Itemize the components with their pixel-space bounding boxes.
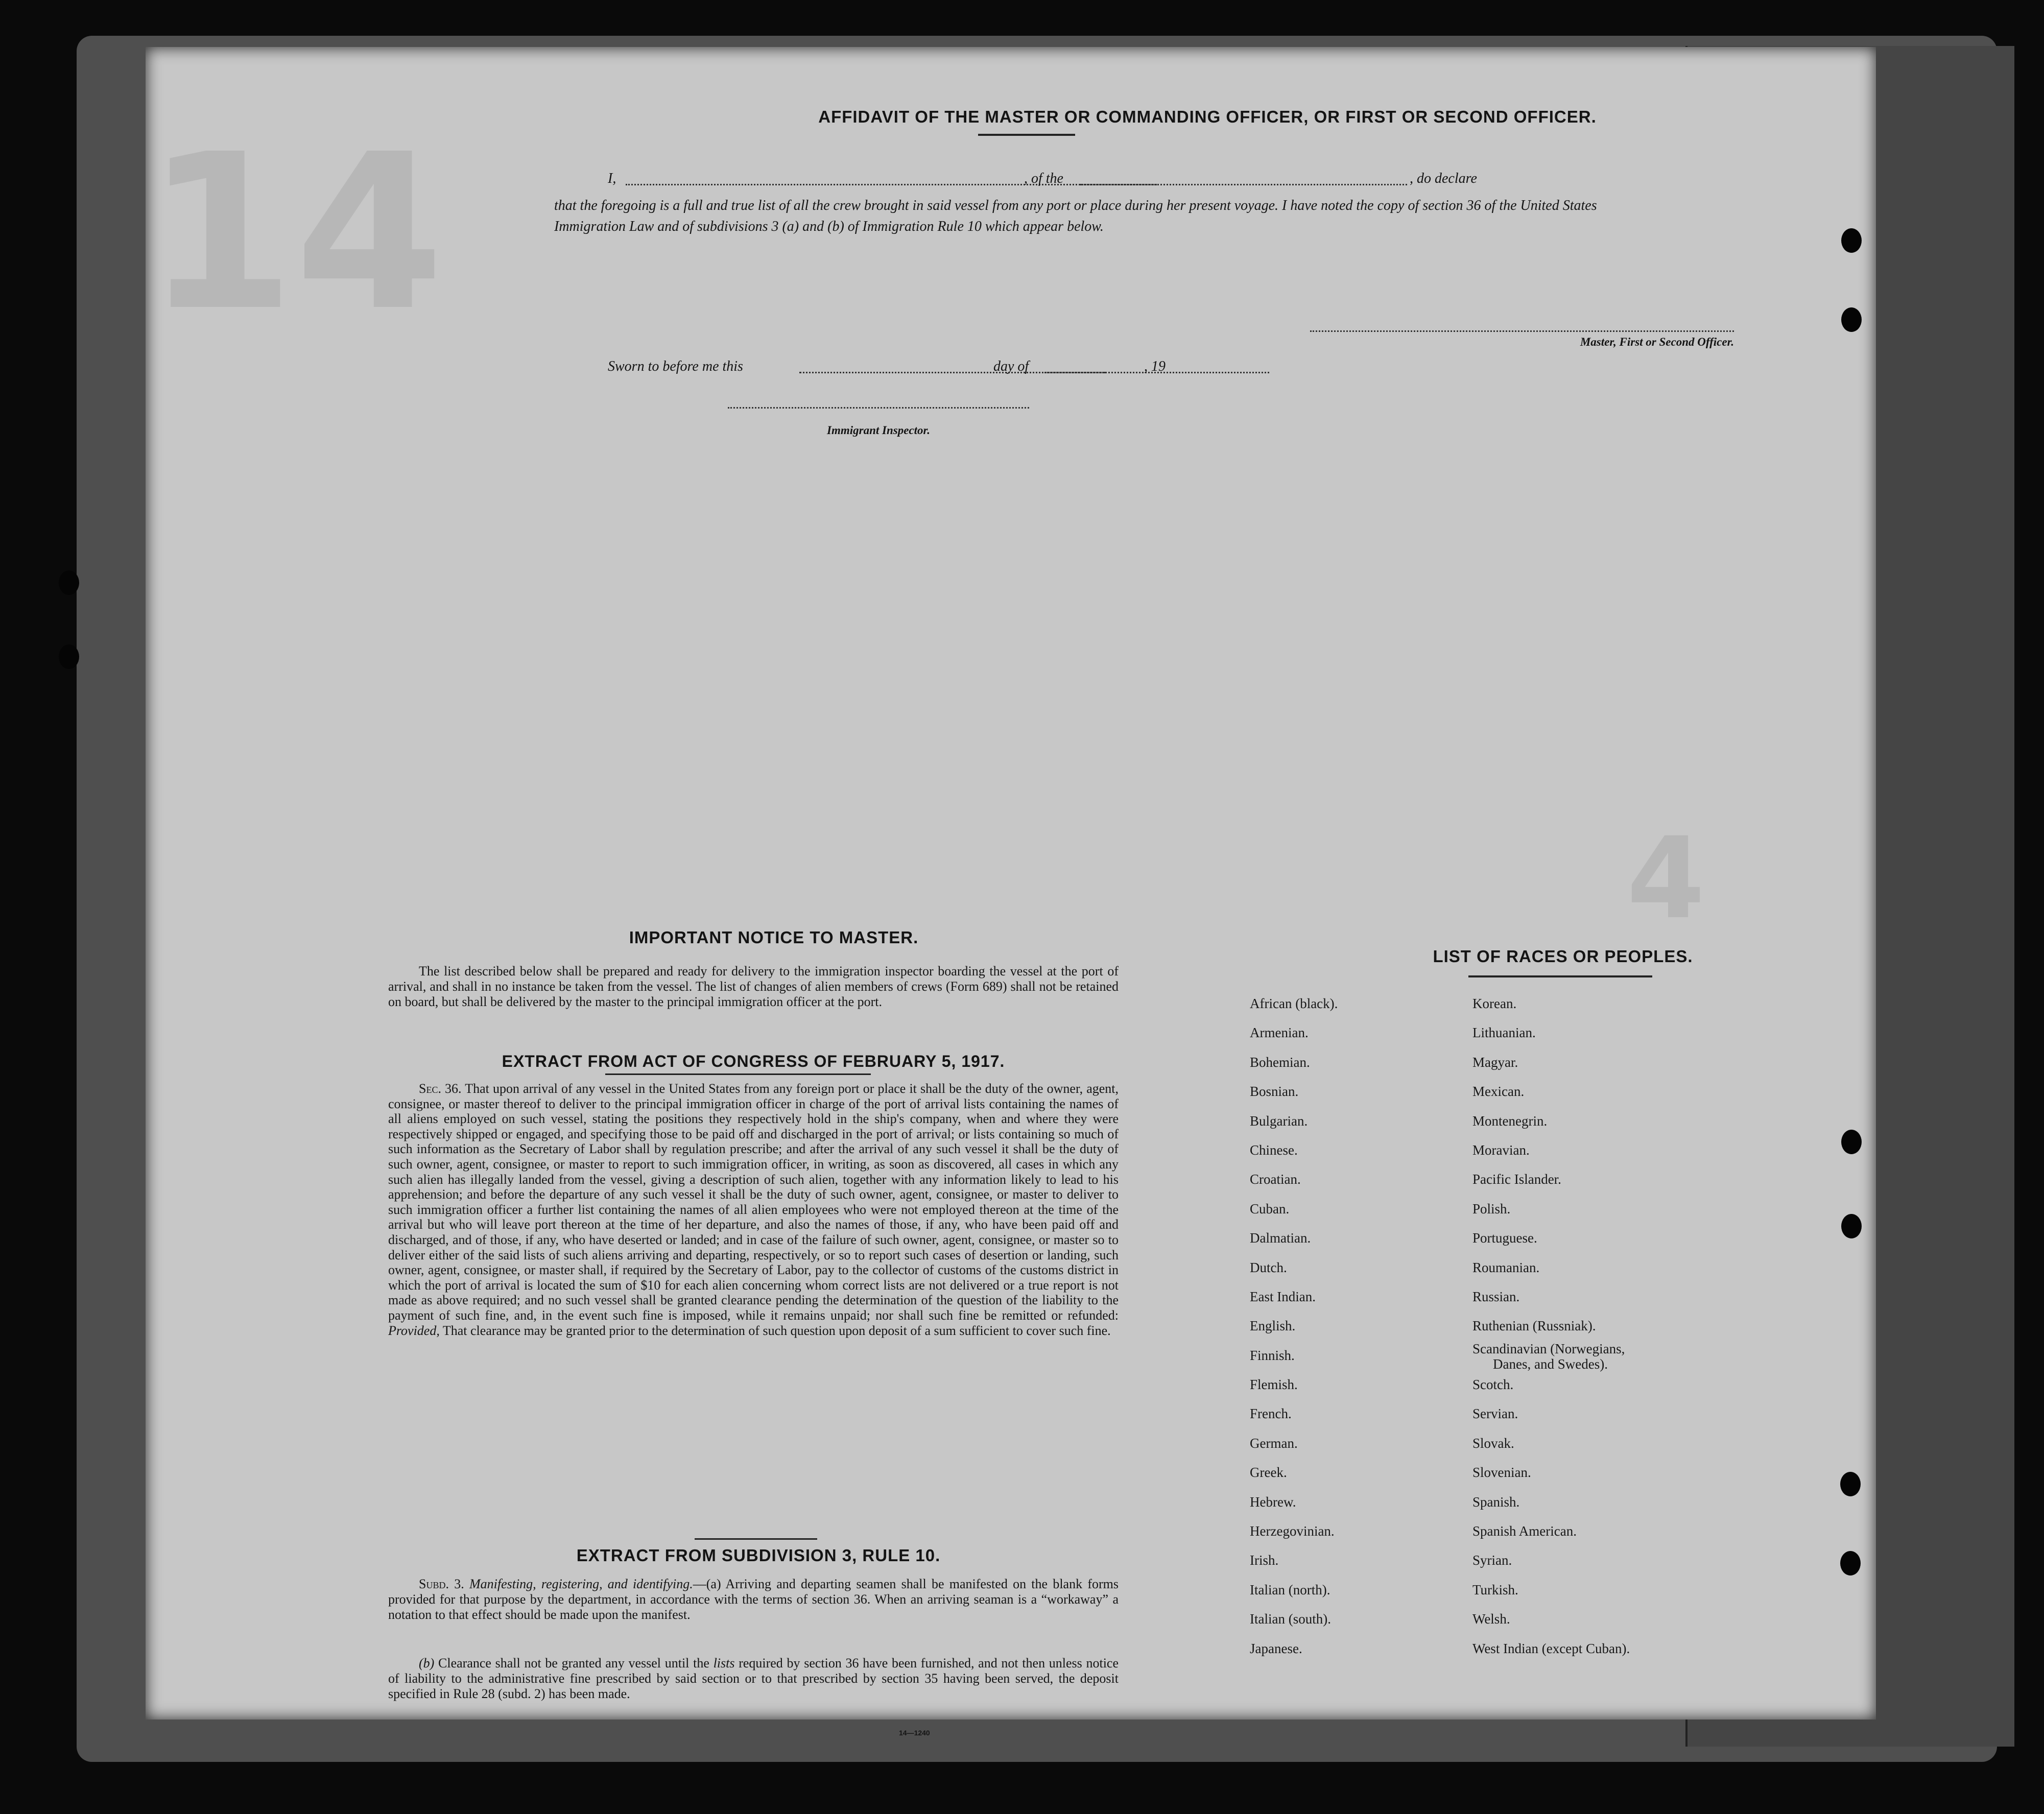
race-item: Spanish American.	[1472, 1523, 1577, 1539]
vessel-prefix: , of the	[1024, 171, 1063, 186]
title-rule	[978, 134, 1075, 136]
para-a-label: —(a)	[693, 1577, 721, 1591]
race-item: Chinese.	[1250, 1142, 1298, 1158]
races-left-column	[1250, 989, 1338, 1663]
section-36-text	[388, 1081, 1119, 1338]
race-item: African (black).	[1250, 996, 1338, 1011]
race-item	[1472, 1341, 1630, 1370]
vessel-name-blank	[1080, 184, 1407, 185]
sworn-year-prefix: , 19	[1144, 359, 1166, 374]
affidavit-title: AFFIDAVIT OF THE MASTER OR COMMANDING OFFICER, OR FIRST OR SECOND OFFICER.	[818, 107, 1597, 126]
race-item: German.	[1250, 1435, 1298, 1451]
race-item: Mexican.	[1472, 1084, 1525, 1100]
inspector-line	[728, 407, 1029, 409]
form-number: 14—1240	[899, 1729, 930, 1737]
race-item: Finnish.	[1250, 1347, 1295, 1363]
race-item: Roumanian.	[1472, 1259, 1540, 1275]
race-item: Herzegovinian.	[1250, 1523, 1335, 1539]
notice-text: The list described below shall be prepared and ready for delivery to the immigration inspector boarding the vessel at the port of arrival, and shall in no instance be taken from the vessel. The list of changes of alien members of crews (Form 689) shall not be retained on board, but shall be delivered by the master to the principal immigration officer at the port.	[388, 964, 1119, 1009]
rule10-title: EXTRACT FROM SUBDIVISION 3, RULE 10.	[576, 1546, 941, 1565]
para-b-body-2: required by section 36 have been furnished, and not then unless notice of liability to the administrative fine prescribed by said section or to that prescribed by section 35 having been served, the deposit specified in Rule 28 (subd. 2) has been made.	[388, 1656, 1119, 1701]
race-item: Servian.	[1472, 1406, 1518, 1422]
race-item: Lithuanian.	[1472, 1025, 1536, 1041]
notice-body	[388, 964, 1119, 1010]
race-item: Slovenian.	[1472, 1465, 1531, 1481]
race-item: Irish.	[1250, 1553, 1279, 1568]
subdivision-b-text	[388, 1656, 1119, 1702]
section-36-proviso: That clearance may be granted prior to the determination of such question upon deposit of a sum sufficient to cover such fine.	[442, 1323, 1111, 1338]
race-item: Japanese.	[1250, 1640, 1302, 1656]
race-item: Russian.	[1472, 1288, 1520, 1304]
signature-line	[1310, 330, 1734, 332]
bleed-through-mark: 14	[146, 108, 444, 358]
race-item: Spanish.	[1472, 1494, 1520, 1510]
subdivision-a-text	[388, 1577, 1119, 1622]
punch-hole	[59, 645, 79, 669]
race-item-line: Danes, and Swedes).	[1493, 1356, 1608, 1372]
section-label: Sec. 36.	[419, 1081, 462, 1096]
race-item: Montenegrin.	[1472, 1113, 1548, 1129]
section-rule	[605, 1073, 871, 1075]
race-item: English.	[1250, 1318, 1296, 1334]
race-item-line: Scandinavian (Norwegians,	[1472, 1341, 1625, 1356]
provided-word: Provided,	[388, 1323, 440, 1338]
race-item: Slovak.	[1472, 1435, 1514, 1451]
notice-title: IMPORTANT NOTICE TO MASTER.	[629, 928, 919, 947]
race-item: Polish.	[1472, 1201, 1511, 1216]
race-item: Bosnian.	[1250, 1084, 1299, 1100]
signature-label: Master, First or Second Officer.	[1580, 336, 1734, 348]
declarant-prefix: I,	[608, 171, 616, 186]
races-title-rule	[1468, 975, 1652, 977]
race-item: Cuban.	[1250, 1201, 1290, 1216]
punch-hole	[1840, 1472, 1861, 1496]
race-item: Moravian.	[1472, 1142, 1530, 1158]
race-item: Syrian.	[1472, 1553, 1512, 1568]
race-item: Italian (north).	[1250, 1582, 1330, 1597]
race-item: Magyar.	[1472, 1054, 1518, 1070]
punch-hole	[1840, 1551, 1861, 1576]
race-item: French.	[1250, 1406, 1292, 1422]
para-b-lists: lists	[713, 1656, 735, 1670]
race-item: Hebrew.	[1250, 1494, 1296, 1510]
section-36-body: That upon arrival of any vessel in the United States from any foreign port or place it shall be the duty of the owner, agent, consignee, or master thereof to deliver to the principal immigration officer in charge of the port of arrival lists containing the names of all aliens employed on such vessel, stating the positions they respectively hold in the ship's company, when and where they were respectively shipped or engaged, and specifying those to be paid off and discharged in the port of arrival; or lists containing so much of such information as the Secretary of Labor shall by regulation prescribe; and after the arrival of any such vessel it shall be the duty of such owner, agent, consignee, or master to report to such immigration officer, in writing, as soon as discovered, all cases in which any such alien has illegally landed from the vessel, giving a description of such alien, together with any information likely to lead to his apprehension; and before the departure of any such vessel it shall be the duty of such owner, agent, consignee, or master to deliver to such immigration officer a further list containing the names of all alien employees who were not employed thereon at the time of the arrival but who will leave port thereon at the time of her departure, and also the names of those, if any, who have been paid off and discharged, and of those, if any, who have deserted or landed; and in case of the failure of such owner, agent, consignee, or master so to deliver either of the said lists of such aliens arriving and departing, respectively, or so to report such cases of desertion or landing, such owner, agent, consignee, or master shall, if required by the Secretary of Labor, pay to the collector of customs of the customs district in which the port of arrival is located the sum of $10 for each alien concerning whom correct lists are not delivered or a true report is not made as above required; and no such vessel shall be granted clearance pending the determination of the question of the liability to the payment of such fine, and, in the event such fine is imposed, while it remains unpaid; nor shall such fine be remitted or refunded:	[388, 1081, 1119, 1323]
affidavit-body: that the foregoing is a full and true list of all the crew brought in said vessel from any port or place during her present voyage. I have noted the copy of section 36 of the United States Immigration Law and of subdivisions 3 (a) and (b) of Immigration Rule 10 which appear below.	[554, 198, 1597, 234]
race-item: Dalmatian.	[1250, 1230, 1311, 1246]
race-item: Portuguese.	[1472, 1230, 1537, 1246]
race-item: Flemish.	[1250, 1377, 1298, 1393]
race-item: Welsh.	[1472, 1611, 1510, 1627]
declarant-name-blank	[626, 184, 1157, 185]
subd-heading: Manifesting, registering, and identifying.	[469, 1577, 693, 1591]
race-item: Ruthenian (Russniak).	[1472, 1318, 1596, 1334]
congress-title: EXTRACT FROM ACT OF CONGRESS OF FEBRUARY 5, 1917.	[502, 1052, 1005, 1070]
punch-hole	[1841, 307, 1862, 332]
bleed-through-mark: 4	[1627, 813, 1705, 944]
sworn-prefix: Sworn to before me this	[608, 359, 743, 374]
races-title: LIST OF RACES OR PEOPLES.	[1433, 947, 1693, 966]
race-item: Bohemian.	[1250, 1054, 1310, 1070]
race-item: West Indian (except Cuban).	[1472, 1640, 1630, 1656]
race-item: Dutch.	[1250, 1259, 1287, 1275]
race-item: Armenian.	[1250, 1025, 1309, 1041]
declare-suffix: , do declare	[1410, 171, 1477, 186]
punch-hole	[1841, 1130, 1862, 1154]
race-item: Bulgarian.	[1250, 1113, 1308, 1129]
inspector-label: Immigrant Inspector.	[827, 424, 930, 437]
para-b-body-1: Clearance shall not be granted any vessel until the	[438, 1656, 709, 1670]
race-item: Italian (south).	[1250, 1611, 1331, 1627]
section-rule	[695, 1538, 817, 1540]
para-a-body: Arriving and departing seamen shall be manifested on the blank forms provided for that purpose by the department, in accordance with the terms of section 36. When an arriving seaman is a “workaway” a notation to that effect should be made upon the manifest.	[388, 1577, 1119, 1622]
manifest-page	[146, 47, 1876, 1737]
sworn-day-of: day of	[993, 359, 1029, 374]
races-right-column	[1472, 989, 1630, 1663]
punch-hole	[1841, 1214, 1862, 1238]
subd-label: Subd. 3.	[419, 1577, 464, 1591]
race-item: Greek.	[1250, 1465, 1287, 1481]
punch-hole	[59, 570, 79, 595]
race-item: Pacific Islander.	[1472, 1172, 1561, 1187]
punch-hole	[1841, 228, 1862, 253]
race-item: Korean.	[1472, 996, 1517, 1011]
race-item: Turkish.	[1472, 1582, 1518, 1597]
race-item: Scotch.	[1472, 1377, 1514, 1393]
para-b-label: (b)	[419, 1656, 435, 1670]
race-item: Croatian.	[1250, 1172, 1301, 1187]
race-item: East Indian.	[1250, 1288, 1316, 1304]
